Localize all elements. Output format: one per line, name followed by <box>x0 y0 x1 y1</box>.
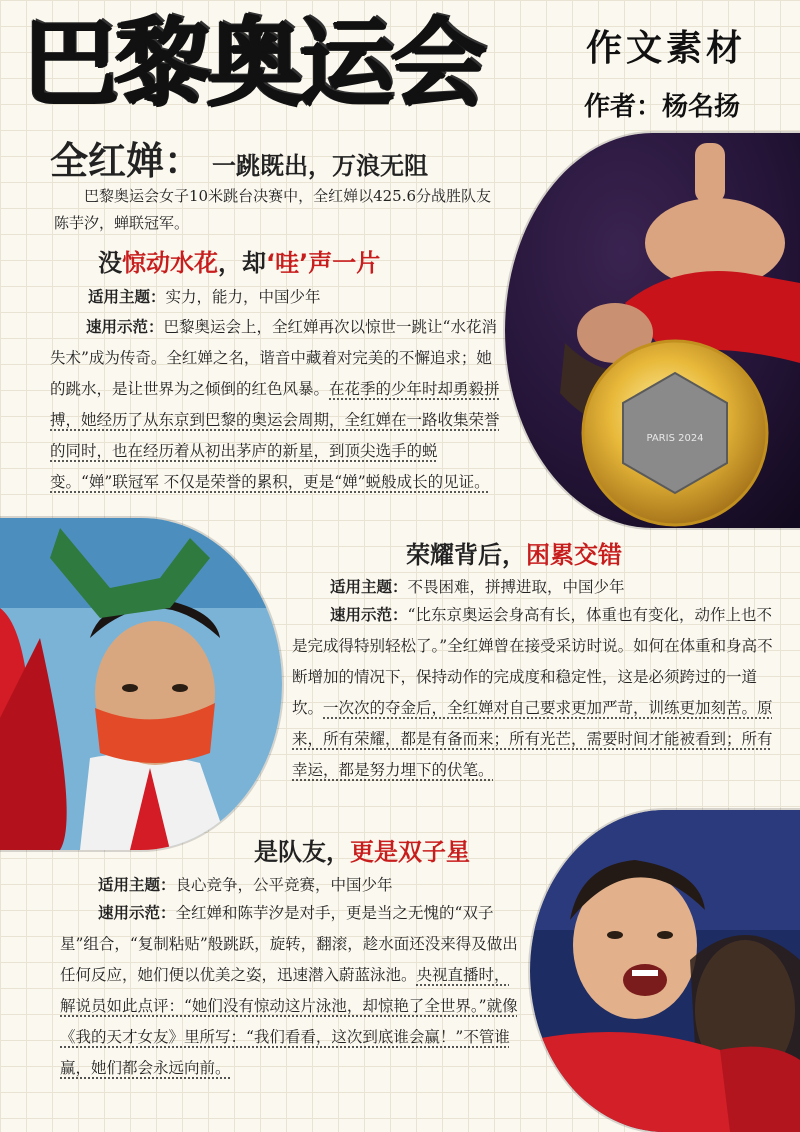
section-3-title-part: 是队友， <box>254 838 350 866</box>
athlete-name: 全红婵： <box>50 139 203 183</box>
main-title: 巴黎奥运会 <box>22 7 482 119</box>
demo-text-underlined: 一次次的夺金后，全红婵对自己要求更加严苛，训练更加刻苦。原来，所有荣耀，都是有备而来；所有光芒，需要时间才能被看到；所有幸运，都是努力埋下的伏笔。 <box>292 699 773 779</box>
section-3-title-highlight: 更是双子星 <box>350 838 470 866</box>
section-2-title-part: 荣耀背后， <box>406 541 526 569</box>
section-3-title <box>254 832 470 867</box>
demo-text: “比东京奥运会身高有长，体重也有变化，动作上也不是完成得特别轻松了。”全红婵曾在接受采访时说。如何在体重和身高不断增加的情况下，保持动作的完成度和稳定性，这是必须跨过的一道坎。 <box>292 606 773 717</box>
section-1-title-part: ，却 <box>218 249 266 277</box>
profile-intro: 巴黎奥运会女子10米跳台决赛中，全红婵以425.6分战胜队友陈芋汐，蝉联冠军。 <box>54 187 492 232</box>
theme-label: 适用主题： <box>88 288 166 306</box>
section-1-title <box>98 243 380 278</box>
profile-tagline: 一跳既出，万浪无阻 <box>212 152 429 180</box>
section-1-title-highlight: ‘哇’ <box>266 249 309 277</box>
author-line: 作者：杨名扬 <box>584 92 741 122</box>
demo-text: 全红婵和陈芋汐是对手，更是当之无愧的“双子星”组合，“复制粘贴”般跳跃，旋转，翻滚，趁水面还没来得及做出任何反应，她们便以优美之姿，迅速潜入蔚蓝泳池。 <box>60 904 518 984</box>
section-1-title-highlight: 声一片 <box>308 249 381 277</box>
celebration-photo <box>530 810 800 1132</box>
section-1-theme <box>88 283 321 311</box>
theme-value: 不畏困难，拼搏进取，中国少年 <box>407 578 625 596</box>
theme-label: 适用主题： <box>98 876 176 894</box>
section-1-title-highlight: 惊动水花 <box>122 249 218 277</box>
medal-text: PARIS 2024 <box>646 433 704 444</box>
portrait-photo-mask <box>0 518 282 850</box>
section-3-demo <box>60 898 520 1084</box>
section-2-title-highlight: 困累交错 <box>526 541 622 569</box>
theme-label: 适用主题： <box>330 578 408 596</box>
demo-text-underlined: 在花季的少年时却勇毅拼搏，她经历了从东京到巴黎的奥运会周期，全红婵在一路收集荣誉的同时，也在经历着从初出茅庐的新星，到顶尖选手的蜕变。“婵”联冠军 不仅是荣誉的累积，更是“婵”蜕般成长的见证。 <box>50 380 500 491</box>
demo-label: 速用示范： <box>86 318 164 336</box>
diving-photo <box>505 133 800 528</box>
section-2-theme <box>330 573 625 601</box>
section-1-title-part: 没 <box>98 249 122 277</box>
profile-heading <box>50 130 428 185</box>
section-1-demo <box>50 312 506 498</box>
section-2-title <box>406 535 622 570</box>
theme-value: 实力，能力，中国少年 <box>165 288 321 306</box>
theme-value: 良心竞争，公平竞赛，中国少年 <box>175 876 393 894</box>
demo-text: 巴黎奥运会上，全红婵再次以惊世一跳让“水花消失术”成为传奇。全红婵之名，谐音中藏着对完美的不懈追求；她的跳水，是让世界为之倾倒的红色风暴。 <box>50 318 497 398</box>
subtitle: 作文素材 <box>586 28 747 69</box>
demo-label: 速用示范： <box>98 904 176 922</box>
section-3-theme <box>98 871 393 899</box>
demo-label: 速用示范： <box>330 606 408 624</box>
demo-text-underlined: 央视直播时，解说员如此点评：“她们没有惊动这片泳池，却惊艳了全世界。”就像《我的天才女友》里所写：“我们看看，这次到底谁会赢！”不管谁赢，她们都会永远向前。 <box>60 966 518 1077</box>
section-2-demo <box>292 600 774 786</box>
